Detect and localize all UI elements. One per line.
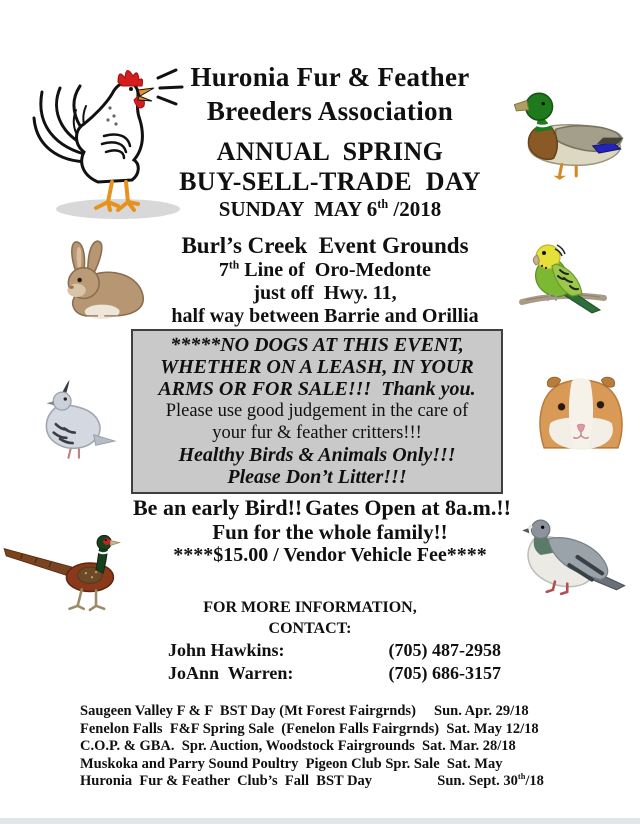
event-list-item-text: Huronia Fur & Feather Club’s Fall BST Day Sun. Sept. 30 xyxy=(80,773,518,790)
other-events-list xyxy=(80,703,544,791)
event-date-ordinal: th xyxy=(377,197,389,211)
venue-name: Burl’s Creek Event Grounds xyxy=(181,233,469,258)
notice-line-3: ARMS OR FOR SALE!!! Thank you. xyxy=(158,378,476,400)
contact-row xyxy=(168,639,501,662)
venue-address-line xyxy=(10,259,640,282)
event-title xyxy=(20,137,640,197)
contact-phone: (705) 487-2958 xyxy=(388,640,501,660)
gates-open-text: Gates Open at 8a.m.!! xyxy=(305,495,511,520)
contact-phone: (705) 686-3157 xyxy=(388,663,501,683)
event-list-item-suffix: /18 xyxy=(525,773,544,790)
event-list-item-ordinal: th xyxy=(517,772,526,782)
venue-line-number: 7 xyxy=(218,259,229,281)
notice-line-5: your fur & feather critters!!! xyxy=(212,423,422,443)
family-fun-text: Fun for the whole family!! xyxy=(212,520,448,544)
venue-block xyxy=(10,232,640,328)
event-list-item-text: C.O.P. & GBA. Spr. Auction, Woodstock Fairgrounds Sat. Mar. 28/18 xyxy=(80,738,516,755)
event-list-item xyxy=(80,756,544,774)
notice-line-7: Please Don’t Litter!!! xyxy=(227,466,407,488)
event-list-item-text: Fenelon Falls F&F Spring Sale (Fenelon Falls Fairgrnds) Sat. May 12/18 xyxy=(80,720,539,737)
org-name-line2: Breeders Association xyxy=(206,96,454,126)
early-bird-text: Be an early Bird!! xyxy=(133,495,303,520)
venue-line-ordinal: th xyxy=(228,258,240,272)
venue-line-road: Line of Oro-Medonte xyxy=(239,259,432,281)
event-list-item xyxy=(80,738,544,756)
event-title-line2: BUY-SELL-TRADE DAY xyxy=(179,167,481,196)
photo-edge-strip xyxy=(0,818,640,824)
vendor-fee-text: ****$15.00 / Vendor Vehicle Fee**** xyxy=(173,544,487,566)
event-list-item-text: Muskoka and Parry Sound Poultry Pigeon Club Spr. Sale Sat. May xyxy=(80,755,503,772)
venue-highway: just off Hwy. 11, xyxy=(253,282,397,304)
contact-list xyxy=(168,639,501,685)
org-name-line1: Huronia Fur & Feather xyxy=(190,62,470,92)
contact-heading-line2: CONTACT: xyxy=(268,620,352,637)
venue-between: half way between Barrie and Orillia xyxy=(171,305,479,327)
event-title-line1: ANNUAL SPRING xyxy=(216,137,444,166)
event-list-item-text: Saugeen Valley F & F BST Day (Mt Forest Fairgrnds) Sun. Apr. 29/18 xyxy=(80,703,529,719)
event-date xyxy=(20,197,640,222)
contact-name: John Hawkins: xyxy=(168,640,285,660)
notice-line-6: Healthy Birds & Animals Only!!! xyxy=(178,444,456,466)
notice-line-2: WHETHER ON A LEASH, IN YOUR xyxy=(160,356,474,378)
notice-line-4: Please use good judgement in the care of xyxy=(165,401,469,421)
event-list-item xyxy=(80,703,544,721)
contact-heading-line1: FOR MORE INFORMATION, xyxy=(203,599,417,616)
notice-line-1: *****NO DOGS AT THIS EVENT, xyxy=(170,334,464,356)
contact-heading xyxy=(0,597,620,639)
event-date-text: SUNDAY MAY 6 xyxy=(218,197,378,221)
contact-row xyxy=(168,662,501,685)
event-list-item xyxy=(80,773,544,791)
early-bird-row xyxy=(133,495,511,521)
crested-pigeon-photo-icon xyxy=(20,378,120,462)
guinea-pig-photo-icon xyxy=(528,372,634,456)
org-name xyxy=(20,60,640,128)
event-list-item xyxy=(80,721,544,739)
no-dogs-notice-box xyxy=(131,329,503,494)
contact-name: JoAnn Warren: xyxy=(168,663,294,683)
event-date-year: /2018 xyxy=(388,197,442,221)
